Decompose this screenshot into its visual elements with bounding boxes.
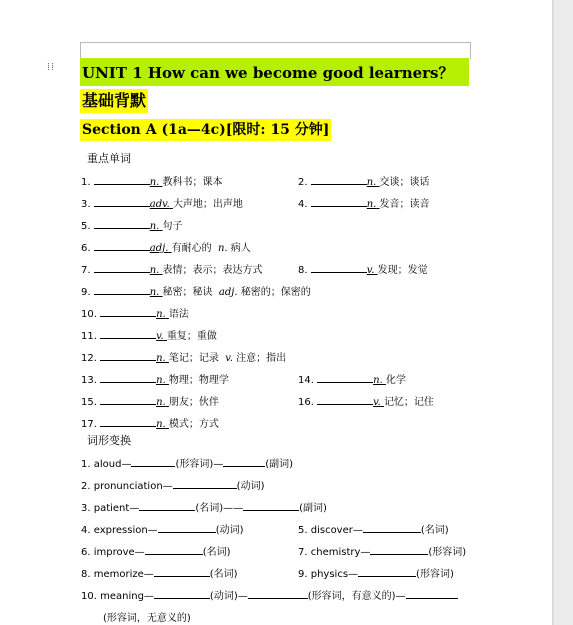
form-item: 1. aloud— (形容词)— (副词) <box>81 459 294 470</box>
vocab-item: 9. n. 秘密；秘诀 adj. 秘密的；保密的 <box>81 287 311 298</box>
vocab-heading: 重点单词 <box>87 152 131 165</box>
vocab-item: 12. n. 笔记；记录 v. 注意；指出 <box>81 353 287 364</box>
vocab-item: 17. n. 模式；方式 <box>81 419 219 430</box>
form-item: 10. meaning— (动词)— (形容词，有意义的)— <box>81 587 458 602</box>
form-item: 7. chemistry— (形容词) <box>298 547 467 558</box>
vocab-item: 5. n. 句子 <box>81 221 183 232</box>
vocab-item: 11. v. 重复；重做 <box>81 331 217 342</box>
vocab-item: 4. n. 发音；读音 <box>298 199 430 210</box>
form-item: 2. pronunciation— (动词) <box>81 481 265 492</box>
vocab-item: 2. n. 交谈；谈话 <box>298 177 430 188</box>
form-item: 5. discover— (名词) <box>298 525 449 536</box>
basics-heading: 基础背默 <box>80 89 148 113</box>
form-item: 6. improve— (名词) <box>81 547 231 558</box>
forms-heading: 词形变换 <box>87 434 131 447</box>
form-item: 4. expression— (动词) <box>81 525 244 536</box>
vertical-scrollbar[interactable] <box>552 0 573 625</box>
form-item: 3. patient— (名词)—— (副词) <box>81 503 327 514</box>
section-heading: Section A (1a—4c)[限时: 15 分钟] <box>80 119 331 141</box>
vocab-item: 7. n. 表情；表示；表达方式 <box>81 265 263 276</box>
unit-title: UNIT 1 How can we become good learners？ <box>82 64 454 82</box>
form-item: 9. physics— (形容词) <box>298 569 454 580</box>
vocab-item: 15. n. 朋友；伙伴 <box>81 397 219 408</box>
vocab-item: 13. n. 物理；物理学 <box>81 375 229 386</box>
form-item-continuation: (形容词，无意义的) <box>103 613 191 624</box>
vocab-item: 16. v. 记忆；记住 <box>298 397 434 408</box>
vocab-item: 3. adv. 大声地；出声地 <box>81 199 243 210</box>
vocab-item: 8. v. 发现；发觉 <box>298 265 428 276</box>
drag-handle-icon[interactable]: ⁞⁞ <box>47 60 56 73</box>
vocab-item: 6. adj. 有耐心的 n. 病人 <box>81 243 251 254</box>
vocab-item: 14. n. 化学 <box>298 375 406 386</box>
page-edge <box>553 0 554 625</box>
vocab-item: 1. n. 教科书；课本 <box>81 177 223 188</box>
form-item: 8. memorize— (名词) <box>81 569 238 580</box>
vocab-item: 10. n. 语法 <box>81 309 189 320</box>
header-area[interactable] <box>80 42 471 59</box>
